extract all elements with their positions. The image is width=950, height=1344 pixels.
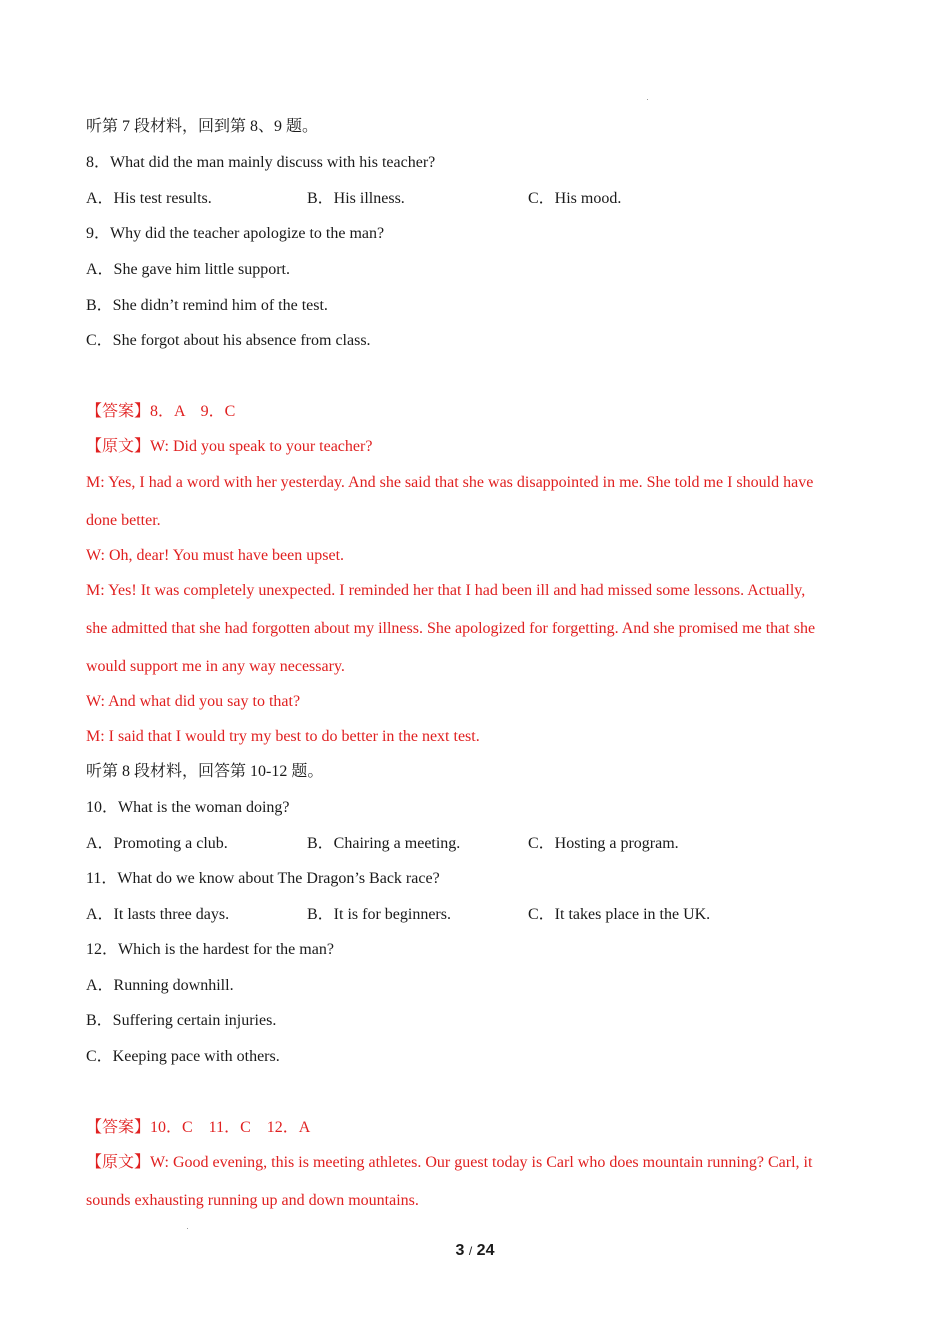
- q9-stem: 9．Why did the teacher apologize to the man?: [86, 225, 385, 242]
- q11-stem: 11．What do we know about The Dragon’s Back race?: [86, 870, 440, 887]
- transcript-7-line: W: And what did you say to that?: [86, 693, 301, 710]
- transcript-7-line: M: I said that I would try my best to do better in the next test.: [86, 728, 480, 745]
- transcript-7-line: would support me in any way necessary.: [86, 658, 345, 675]
- q8-stem: 8．What did the man mainly discuss with his teacher?: [86, 154, 436, 171]
- page-number: [0, 1242, 950, 1260]
- transcript-7-line: she admitted that she had forgotten about my illness. She apologized for forgetting. And she promised me that she: [86, 620, 816, 637]
- page-separator: /: [468, 1244, 473, 1258]
- q10-stem: 10．What is the woman doing?: [86, 799, 290, 816]
- q9-option-a: A．She gave him little support.: [86, 261, 290, 278]
- transcript-7-line: M: Yes, I had a word with her yesterday. And she said that she was disappointed in me. She told me I should have: [86, 474, 814, 491]
- q11-option-c: C．It takes place in the UK.: [528, 906, 711, 923]
- q8-option-a: A．His test results.: [86, 190, 212, 207]
- q8-option-b: B．His illness.: [307, 190, 405, 207]
- scan-dot: [647, 99, 648, 100]
- section8-intro: 听第 8 段材料，回答第 10-12 题。: [86, 763, 324, 780]
- page-current: 3: [455, 1242, 465, 1259]
- q12-option-a: A．Running downhill.: [86, 977, 234, 994]
- page-total: 24: [476, 1242, 495, 1259]
- q11-option-a: A．It lasts three days.: [86, 906, 230, 923]
- q9-option-c: C．She forgot about his absence from class.: [86, 332, 371, 349]
- section7-intro: 听第 7 段材料，回到第 8、9 题。: [86, 118, 319, 135]
- q10-option-a: A．Promoting a club.: [86, 835, 228, 852]
- scan-dot: [187, 1228, 188, 1229]
- q11-option-b: B．It is for beginners.: [307, 906, 451, 923]
- q10-option-c: C．Hosting a program.: [528, 835, 679, 852]
- transcript-7-line: M: Yes! It was completely unexpected. I reminded her that I had been ill and had missed some lessons. Actually,: [86, 582, 806, 599]
- q12-option-c: C．Keeping pace with others.: [86, 1048, 280, 1065]
- transcript-7-line: W: Oh, dear! You must have been upset.: [86, 547, 345, 564]
- transcript-8-line: 【原文】W: Good evening, this is meeting athletes. Our guest today is Carl who does mountain running? Carl, it: [86, 1154, 813, 1171]
- answer-7: 【答案】8．A 9．C: [86, 403, 236, 420]
- q8-option-c: C．His mood.: [528, 190, 622, 207]
- q9-option-b: B．She didn’t remind him of the test.: [86, 297, 328, 314]
- q12-option-b: B．Suffering certain injuries.: [86, 1012, 277, 1029]
- q12-stem: 12．Which is the hardest for the man?: [86, 941, 334, 958]
- answer-8: 【答案】10．C 11．C 12．A: [86, 1119, 311, 1136]
- transcript-7-line: done better.: [86, 512, 161, 529]
- transcript-7-line: 【原文】W: Did you speak to your teacher?: [86, 438, 373, 455]
- transcript-8-line: sounds exhausting running up and down mountains.: [86, 1192, 419, 1209]
- q10-option-b: B．Chairing a meeting.: [307, 835, 461, 852]
